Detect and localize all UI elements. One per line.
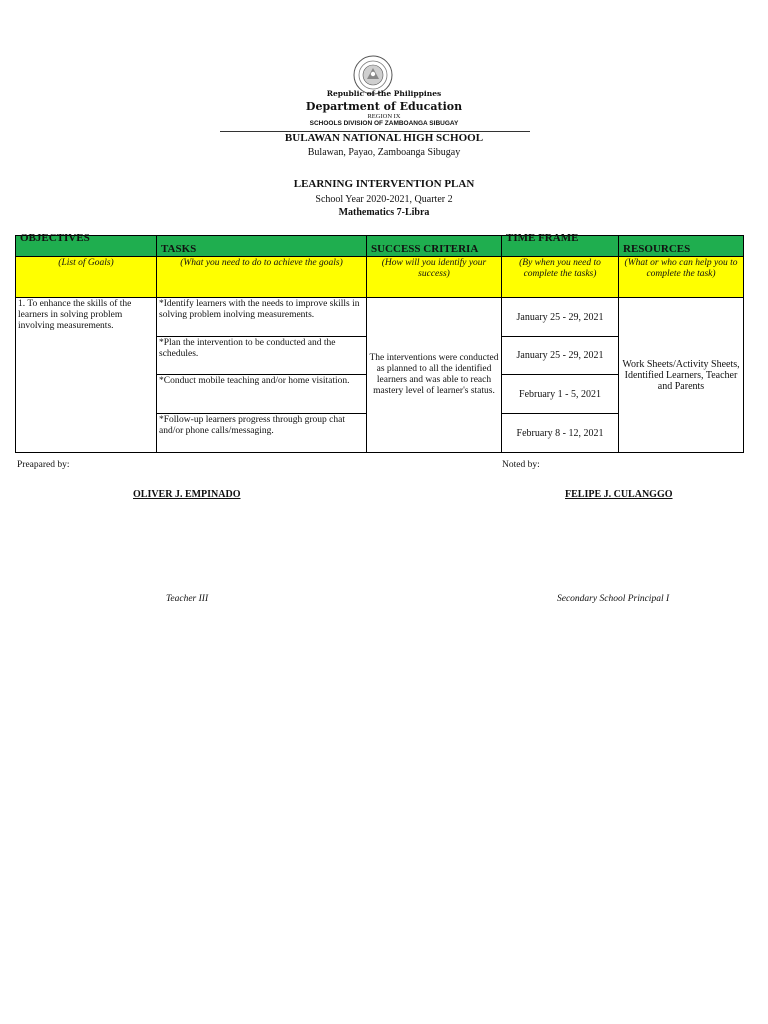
division-line: SCHOOLS DIVISION OF ZAMBOANGA SIBUGAY xyxy=(309,120,459,127)
school-address: Bulawan, Payao, Zamboanga Sibugay xyxy=(307,147,461,158)
republic-line: Republic of the Philippines xyxy=(326,89,442,98)
prepared-by-label: Preapared by: xyxy=(17,460,70,470)
school-year: School Year 2020-2021, Quarter 2 xyxy=(315,194,453,205)
task-cell: *Follow-up learners progress through group chat and/or phone calls/messaging. xyxy=(157,414,367,453)
task-cell: *Identify learners with the needs to improve skills in solving problem inolving measurements. xyxy=(157,298,367,337)
document-title: LEARNING INTERVENTION PLAN xyxy=(293,178,475,190)
subheader-success-criteria: (How will you identify your success) xyxy=(367,257,502,298)
task-cell: *Plan the intervention to be conducted and the schedules. xyxy=(157,337,367,375)
resources-cell: Work Sheets/Activity Sheets, Identified Learners, Teacher and Parents xyxy=(619,298,744,453)
subheader-time-frame: (By when you need to complete the tasks) xyxy=(502,257,619,298)
intervention-table xyxy=(15,232,744,453)
subheader-resources: (What or who can help you to complete the task) xyxy=(619,257,744,298)
subheader-tasks: (What you need to do to achieve the goals) xyxy=(157,257,367,298)
subheader-objectives: (List of Goals) xyxy=(16,257,157,298)
prepared-by-name: OLIVER J. EMPINADO xyxy=(133,489,241,500)
header-time-frame: TIME FRAME xyxy=(502,236,619,257)
noted-by-position: Secondary School Principal I xyxy=(557,594,670,604)
noted-by-label: Noted by: xyxy=(502,460,540,470)
table-header-row xyxy=(16,236,744,257)
time-frame-cell: January 25 - 29, 2021 xyxy=(502,298,619,337)
time-frame-cell: January 25 - 29, 2021 xyxy=(502,337,619,375)
header-success-criteria: SUCCESS CRITERIA xyxy=(367,236,502,257)
prepared-by-position: Teacher III xyxy=(166,594,209,604)
success-criteria-cell: The interventions were conducted as planned to all the identified learners and was able to reach mastery level of learner's status. xyxy=(367,298,502,453)
table-subheader-row xyxy=(16,257,744,298)
department-line: Department of Education xyxy=(305,100,463,113)
task-cell: *Conduct mobile teaching and/or home visitation. xyxy=(157,375,367,414)
header-resources: RESOURCES xyxy=(619,236,744,257)
header-objectives: OBJECTIVES xyxy=(16,236,157,257)
header-tasks: TASKS xyxy=(157,236,367,257)
table-row xyxy=(16,298,744,337)
time-frame-cell: February 8 - 12, 2021 xyxy=(502,414,619,453)
time-frame-cell: February 1 - 5, 2021 xyxy=(502,375,619,414)
school-name: BULAWAN NATIONAL HIGH SCHOOL xyxy=(284,132,484,144)
subject-line: Mathematics 7-Libra xyxy=(338,207,430,218)
objective-cell: 1. To enhance the skills of the learners in solving problem involving measurements. xyxy=(16,298,157,453)
noted-by-name: FELIPE J. CULANGGO xyxy=(565,489,673,500)
region-line: REGION IX xyxy=(367,113,401,120)
